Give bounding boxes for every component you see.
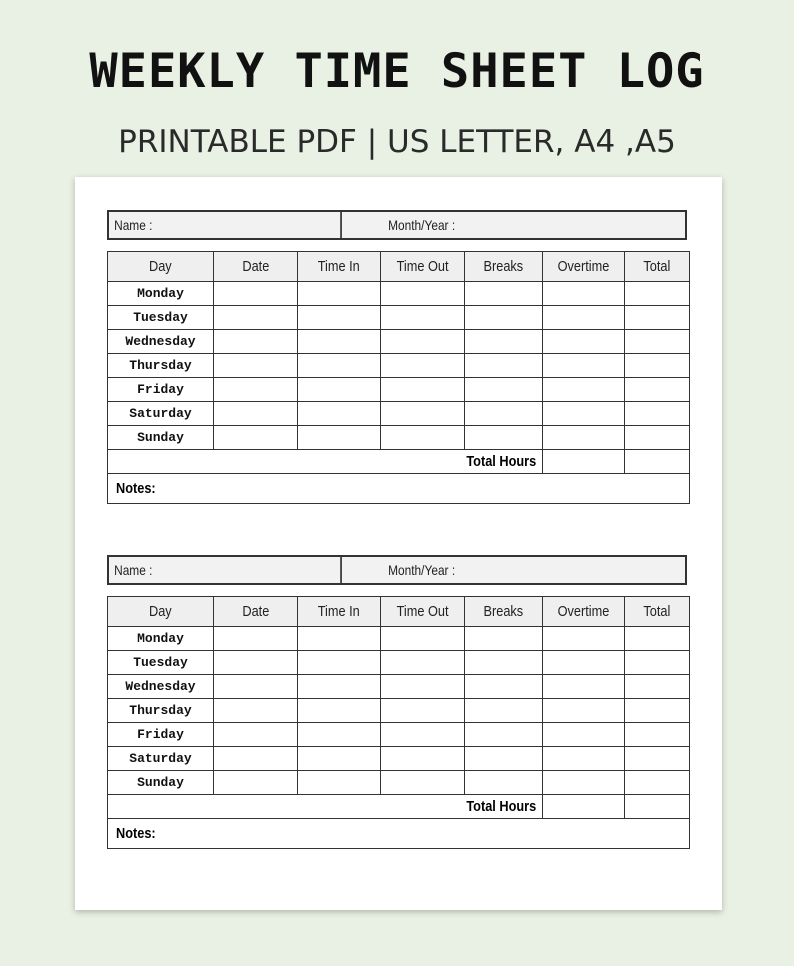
notes-row xyxy=(108,819,690,849)
day-label: Saturday xyxy=(108,747,214,771)
name-field-label: Name : xyxy=(109,212,342,238)
column-header: Time In xyxy=(298,597,381,627)
column-header: Breaks xyxy=(465,597,543,627)
column-header: Day xyxy=(108,252,214,282)
day-label: Friday xyxy=(108,378,214,402)
table-row xyxy=(108,651,690,675)
day-label: Sunday xyxy=(108,771,214,795)
column-header: Date xyxy=(214,597,298,627)
table-row xyxy=(108,282,690,306)
table-row xyxy=(108,771,690,795)
column-header: Overtime xyxy=(543,597,625,627)
column-header: Day xyxy=(108,597,214,627)
printable-page-preview xyxy=(75,177,722,910)
total-hours-label: Total Hours xyxy=(108,795,543,819)
day-label: Sunday xyxy=(108,426,214,450)
name-month-bar xyxy=(107,555,687,585)
month-year-field-label: Month/Year : xyxy=(388,217,456,233)
table-row xyxy=(108,306,690,330)
column-header: Time Out xyxy=(381,597,465,627)
column-header: Total xyxy=(625,597,690,627)
table-row xyxy=(108,747,690,771)
table-row xyxy=(108,426,690,450)
table-row xyxy=(108,723,690,747)
column-header: Total xyxy=(625,252,690,282)
timesheet-table xyxy=(107,596,690,849)
day-label: Tuesday xyxy=(108,306,214,330)
day-label: Saturday xyxy=(108,402,214,426)
table-row xyxy=(108,627,690,651)
table-row xyxy=(108,402,690,426)
day-label: Monday xyxy=(108,627,214,651)
notes-row xyxy=(108,474,690,504)
day-label: Wednesday xyxy=(108,330,214,354)
day-label: Wednesday xyxy=(108,675,214,699)
day-label: Monday xyxy=(108,282,214,306)
table-header-row xyxy=(108,252,690,282)
day-label: Thursday xyxy=(108,354,214,378)
notes-label: Notes: xyxy=(108,474,690,504)
table-row xyxy=(108,699,690,723)
column-header: Breaks xyxy=(465,252,543,282)
total-hours-label: Total Hours xyxy=(108,450,543,474)
column-header: Time In xyxy=(298,252,381,282)
column-header: Time Out xyxy=(381,252,465,282)
table-row xyxy=(108,330,690,354)
day-label: Thursday xyxy=(108,699,214,723)
column-header: Overtime xyxy=(543,252,625,282)
table-row xyxy=(108,354,690,378)
day-label: Tuesday xyxy=(108,651,214,675)
table-row xyxy=(108,378,690,402)
column-header: Date xyxy=(214,252,298,282)
timesheet-table xyxy=(107,251,690,504)
month-year-field-label: Month/Year : xyxy=(388,562,456,578)
total-hours-row xyxy=(108,450,690,474)
table-row xyxy=(108,675,690,699)
name-month-bar xyxy=(107,210,687,240)
notes-label: Notes: xyxy=(108,819,690,849)
page-title: WEEKLY TIME SHEET LOG xyxy=(89,44,705,99)
table-header-row xyxy=(108,597,690,627)
day-label: Friday xyxy=(108,723,214,747)
total-hours-row xyxy=(108,795,690,819)
page-subtitle: PRINTABLE PDF | US LETTER, A4 ,A5 xyxy=(118,124,676,160)
name-field-label: Name : xyxy=(109,557,342,583)
